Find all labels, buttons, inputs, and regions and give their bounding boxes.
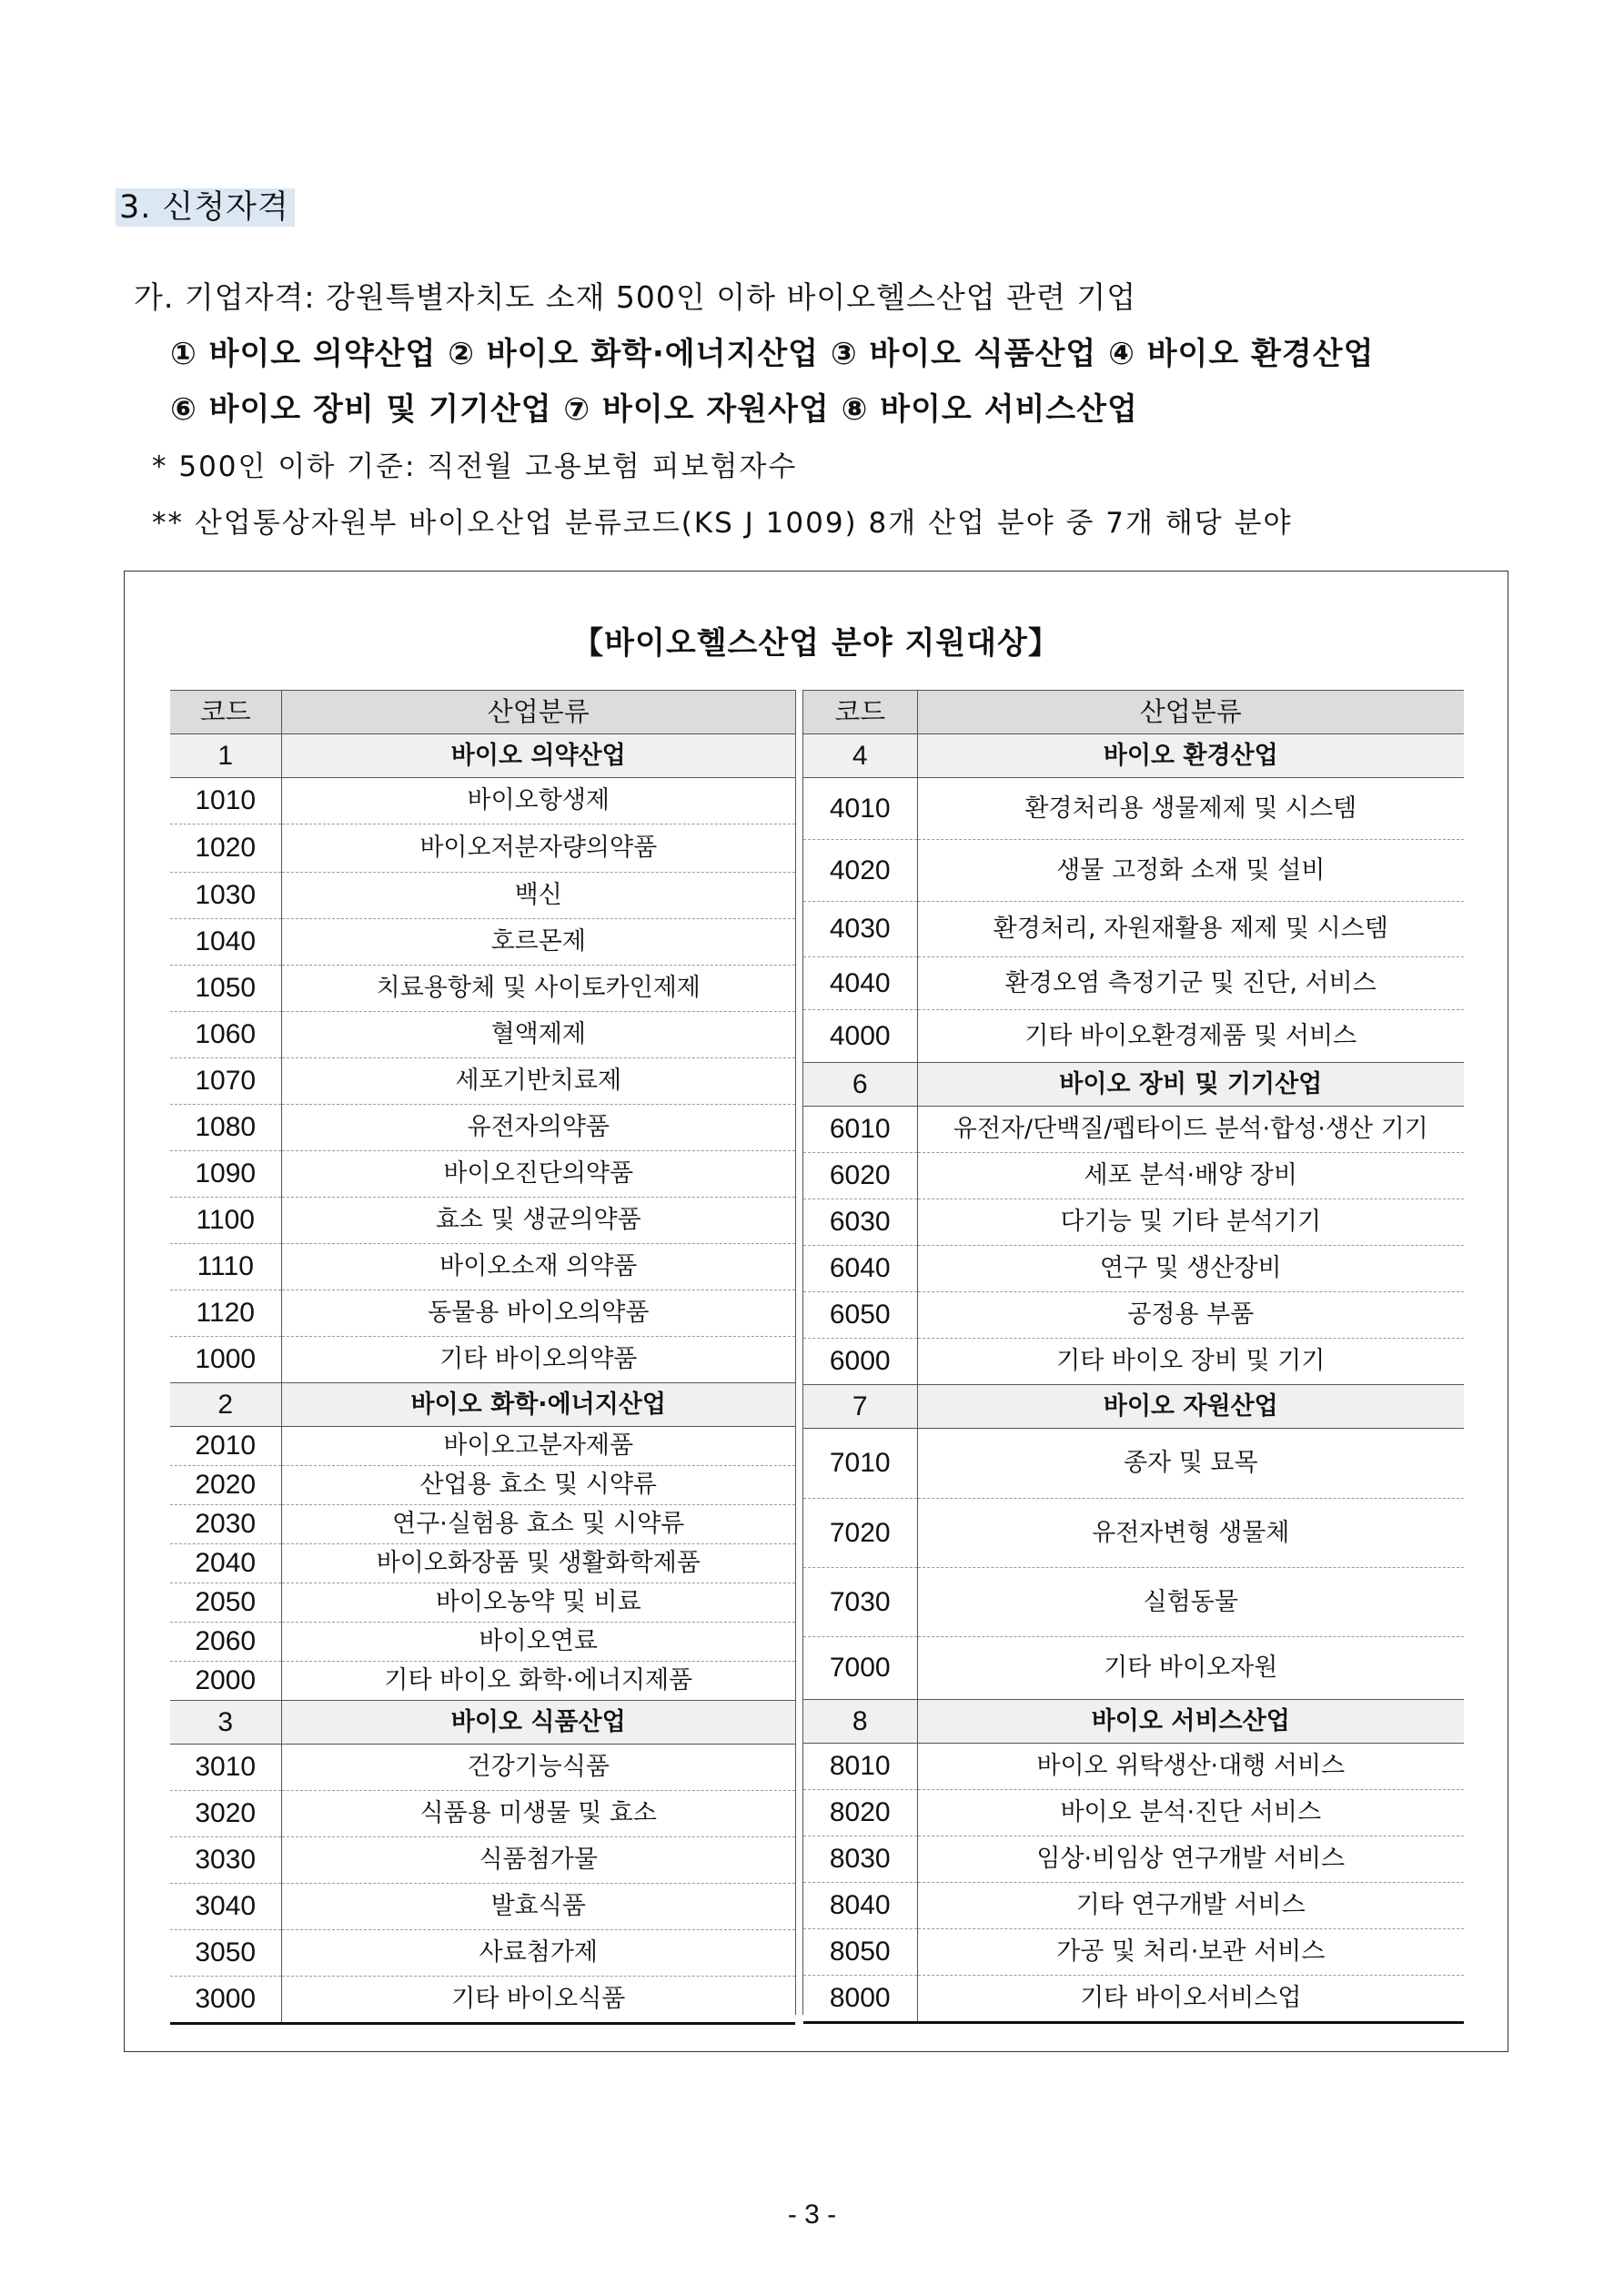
table-row [170, 1427, 795, 1466]
industry-name-cell: 바이오 분석·진단 서비스 [917, 1790, 1464, 1836]
code-cell: 6000 [803, 1339, 917, 1385]
category-name-cell: 바이오 화학·에너지산업 [281, 1383, 795, 1427]
category-name-cell: 바이오 의약산업 [281, 734, 795, 778]
code-cell: 4000 [803, 1010, 917, 1063]
industry-list-line-1: ① 바이오 의약산업 ② 바이오 화학·에너지산업 ③ 바이오 식품산업 ④ 바이오 환경산업 [170, 336, 1375, 372]
industry-name-cell: 바이오소재 의약품 [281, 1244, 795, 1290]
industry-name-cell: 유전자/단백질/펩타이드 분석·합성·생산 기기 [917, 1107, 1464, 1153]
table-row [803, 1836, 1464, 1883]
table-row [803, 1199, 1464, 1246]
industry-name-cell: 유전자의약품 [281, 1105, 795, 1151]
table-row [803, 1568, 1464, 1637]
table-row [803, 1976, 1464, 2023]
table-row [803, 902, 1464, 957]
code-cell: 3 [170, 1701, 281, 1745]
code-cell: 1070 [170, 1058, 281, 1105]
code-cell: 3050 [170, 1930, 281, 1977]
category-row [803, 1700, 1464, 1744]
table-row [170, 1058, 795, 1105]
industry-name-cell: 연구·실험용 효소 및 시약류 [281, 1505, 795, 1544]
table-row [803, 1107, 1464, 1153]
code-cell: 1010 [170, 778, 281, 824]
industry-name-cell: 연구 및 생산장비 [917, 1246, 1464, 1292]
industry-name-cell: 기타 바이오환경제품 및 서비스 [917, 1010, 1464, 1063]
table-row [170, 1791, 795, 1837]
table-row [170, 1623, 795, 1662]
table-row [803, 1339, 1464, 1385]
industry-name-cell: 종자 및 묘목 [917, 1429, 1464, 1499]
industry-name-cell: 기타 바이오의약품 [281, 1337, 795, 1383]
code-cell: 2040 [170, 1544, 281, 1583]
code-cell: 2010 [170, 1427, 281, 1466]
footnote-classification: ** 산업통상자원부 바이오산업 분류코드(KS J 1009) 8개 산업 분야 중 7개 해당 분야 [152, 507, 1293, 540]
industry-name-cell: 바이오저분자량의약품 [281, 824, 795, 873]
header-category: 산업분류 [281, 691, 795, 734]
code-cell: 3040 [170, 1884, 281, 1930]
industry-name-cell: 실험동물 [917, 1568, 1464, 1637]
code-cell: 4030 [803, 902, 917, 957]
industry-name-cell: 바이오 위탁생산·대행 서비스 [917, 1744, 1464, 1790]
category-name-cell: 바이오 식품산업 [281, 1701, 795, 1745]
industry-name-cell: 임상·비임상 연구개발 서비스 [917, 1836, 1464, 1883]
column-divider [795, 690, 803, 2015]
table-row [803, 1929, 1464, 1976]
industry-name-cell: 세포기반치료제 [281, 1058, 795, 1105]
industry-name-cell: 식품첨가물 [281, 1837, 795, 1884]
table-row [170, 966, 795, 1012]
table-row [170, 1977, 795, 2024]
industry-name-cell: 환경처리, 자원재활용 제제 및 시스템 [917, 902, 1464, 957]
category-name-cell: 바이오 환경산업 [917, 734, 1464, 778]
code-cell: 2060 [170, 1623, 281, 1662]
table-row [170, 1151, 795, 1198]
table-row [170, 1105, 795, 1151]
table-row [803, 1883, 1464, 1929]
table-row [170, 1544, 795, 1583]
industry-name-cell: 바이오화장품 및 생활화학제품 [281, 1544, 795, 1583]
category-name-cell: 바이오 장비 및 기기산업 [917, 1063, 1464, 1107]
industry-name-cell: 다기능 및 기타 분석기기 [917, 1199, 1464, 1246]
code-cell: 7030 [803, 1568, 917, 1637]
code-cell: 2 [170, 1383, 281, 1427]
code-cell: 1120 [170, 1290, 281, 1337]
table-left-half [170, 690, 795, 2025]
section-heading: 3. 신청자격 [116, 188, 295, 227]
code-cell: 6010 [803, 1107, 917, 1153]
code-cell: 7010 [803, 1429, 917, 1499]
code-cell: 2020 [170, 1466, 281, 1505]
table-row [803, 957, 1464, 1010]
code-cell: 8040 [803, 1883, 917, 1929]
industry-name-cell: 기타 바이오식품 [281, 1977, 795, 2024]
footnote-employees: * 500인 이하 기준: 직전월 고용보험 피보험자수 [152, 450, 798, 483]
table-row [170, 919, 795, 966]
page-number: - 3 - [787, 2200, 837, 2230]
industry-name-cell: 바이오농약 및 비료 [281, 1583, 795, 1623]
category-row [803, 734, 1464, 778]
code-cell: 3000 [170, 1977, 281, 2024]
header-code: 코드 [803, 691, 917, 734]
table-row [170, 1290, 795, 1337]
industry-name-cell: 바이오고분자제품 [281, 1427, 795, 1466]
table-row [803, 1153, 1464, 1199]
qualification-line: 가. 기업자격: 강원특별자치도 소재 500인 이하 바이오헬스산업 관련 기업 [134, 279, 1137, 315]
industry-name-cell: 기타 바이오자원 [917, 1637, 1464, 1700]
table-row [170, 1337, 795, 1383]
industry-name-cell: 호르몬제 [281, 919, 795, 966]
code-cell: 7000 [803, 1637, 917, 1700]
industry-name-cell: 환경처리용 생물제제 및 시스템 [917, 778, 1464, 840]
table-row [803, 840, 1464, 902]
industry-name-cell: 사료첨가제 [281, 1930, 795, 1977]
code-cell: 1020 [170, 824, 281, 873]
header-code: 코드 [170, 691, 281, 734]
category-name-cell: 바이오 서비스산업 [917, 1700, 1464, 1744]
industry-name-cell: 기타 바이오 화학·에너지제품 [281, 1662, 795, 1701]
table-title: 【바이오헬스산업 분야 지원대상】 [572, 625, 1060, 662]
code-cell: 2050 [170, 1583, 281, 1623]
industry-name-cell: 치료용항체 및 사이토카인제제 [281, 966, 795, 1012]
table-row [170, 1837, 795, 1884]
category-row [803, 1385, 1464, 1429]
industry-name-cell: 백신 [281, 873, 795, 919]
table-row [170, 1930, 795, 1977]
code-cell: 3020 [170, 1791, 281, 1837]
code-cell: 7 [803, 1385, 917, 1429]
industry-name-cell: 공정용 부품 [917, 1292, 1464, 1339]
code-cell: 1040 [170, 919, 281, 966]
code-cell: 1060 [170, 1012, 281, 1058]
industry-name-cell: 혈액제제 [281, 1012, 795, 1058]
code-cell: 7020 [803, 1499, 917, 1568]
table-row [170, 1244, 795, 1290]
table-row [170, 1583, 795, 1623]
code-cell: 2000 [170, 1662, 281, 1701]
table-row [803, 1246, 1464, 1292]
code-cell: 6050 [803, 1292, 917, 1339]
industry-name-cell: 생물 고정화 소재 및 설비 [917, 840, 1464, 902]
code-cell: 1 [170, 734, 281, 778]
industry-name-cell: 산업용 효소 및 시약류 [281, 1466, 795, 1505]
code-cell: 8000 [803, 1976, 917, 2023]
code-cell: 8 [803, 1700, 917, 1744]
category-row [170, 1383, 795, 1427]
table-row [170, 778, 795, 824]
code-cell: 3030 [170, 1837, 281, 1884]
category-row [170, 734, 795, 778]
table-row [170, 1198, 795, 1244]
industry-name-cell: 환경오염 측정기군 및 진단, 서비스 [917, 957, 1464, 1010]
industry-name-cell: 바이오진단의약품 [281, 1151, 795, 1198]
code-cell: 1080 [170, 1105, 281, 1151]
code-cell: 6030 [803, 1199, 917, 1246]
table-row [803, 1010, 1464, 1063]
industry-name-cell: 바이오연료 [281, 1623, 795, 1662]
code-cell: 1110 [170, 1244, 281, 1290]
code-cell: 1100 [170, 1198, 281, 1244]
industry-name-cell: 동물용 바이오의약품 [281, 1290, 795, 1337]
table-row [803, 1790, 1464, 1836]
table-row [170, 1505, 795, 1544]
table-row [170, 1466, 795, 1505]
category-row [803, 1063, 1464, 1107]
industry-name-cell: 세포 분석·배양 장비 [917, 1153, 1464, 1199]
industry-name-cell: 기타 바이오 장비 및 기기 [917, 1339, 1464, 1385]
industry-name-cell: 바이오항생제 [281, 778, 795, 824]
table-row [803, 1744, 1464, 1790]
industry-name-cell: 건강기능식품 [281, 1745, 795, 1791]
industry-name-cell: 발효식품 [281, 1884, 795, 1930]
code-cell: 1030 [170, 873, 281, 919]
table-row [170, 1884, 795, 1930]
code-cell: 8020 [803, 1790, 917, 1836]
code-cell: 6020 [803, 1153, 917, 1199]
code-cell: 4010 [803, 778, 917, 840]
code-cell: 1050 [170, 966, 281, 1012]
code-cell: 2030 [170, 1505, 281, 1544]
industry-name-cell: 가공 및 처리·보관 서비스 [917, 1929, 1464, 1976]
code-cell: 1090 [170, 1151, 281, 1198]
code-cell: 8010 [803, 1744, 917, 1790]
table-row [803, 1429, 1464, 1499]
table-row [170, 1012, 795, 1058]
category-name-cell: 바이오 자원산업 [917, 1385, 1464, 1429]
industry-name-cell: 효소 및 생균의약품 [281, 1198, 795, 1244]
code-cell: 4020 [803, 840, 917, 902]
code-cell: 4040 [803, 957, 917, 1010]
table-row [803, 1292, 1464, 1339]
header-category: 산업분류 [917, 691, 1464, 734]
code-cell: 6040 [803, 1246, 917, 1292]
industry-list-line-2: ⑥ 바이오 장비 및 기기산업 ⑦ 바이오 자원사업 ⑧ 바이오 서비스산업 [170, 391, 1138, 428]
industry-name-cell: 유전자변형 생물체 [917, 1499, 1464, 1568]
category-row [170, 1701, 795, 1745]
table-row [803, 1499, 1464, 1568]
code-cell: 6 [803, 1063, 917, 1107]
code-cell: 4 [803, 734, 917, 778]
table-row [803, 778, 1464, 840]
table-row [170, 873, 795, 919]
code-cell: 3010 [170, 1745, 281, 1791]
code-cell: 1000 [170, 1337, 281, 1383]
table-row [170, 824, 795, 873]
code-cell: 8030 [803, 1836, 917, 1883]
table-row [170, 1745, 795, 1791]
code-cell: 8050 [803, 1929, 917, 1976]
industry-name-cell: 기타 바이오서비스업 [917, 1976, 1464, 2023]
table-right-half [803, 690, 1464, 2024]
industry-name-cell: 식품용 미생물 및 효소 [281, 1791, 795, 1837]
table-row [170, 1662, 795, 1701]
table-row [803, 1637, 1464, 1700]
industry-name-cell: 기타 연구개발 서비스 [917, 1883, 1464, 1929]
